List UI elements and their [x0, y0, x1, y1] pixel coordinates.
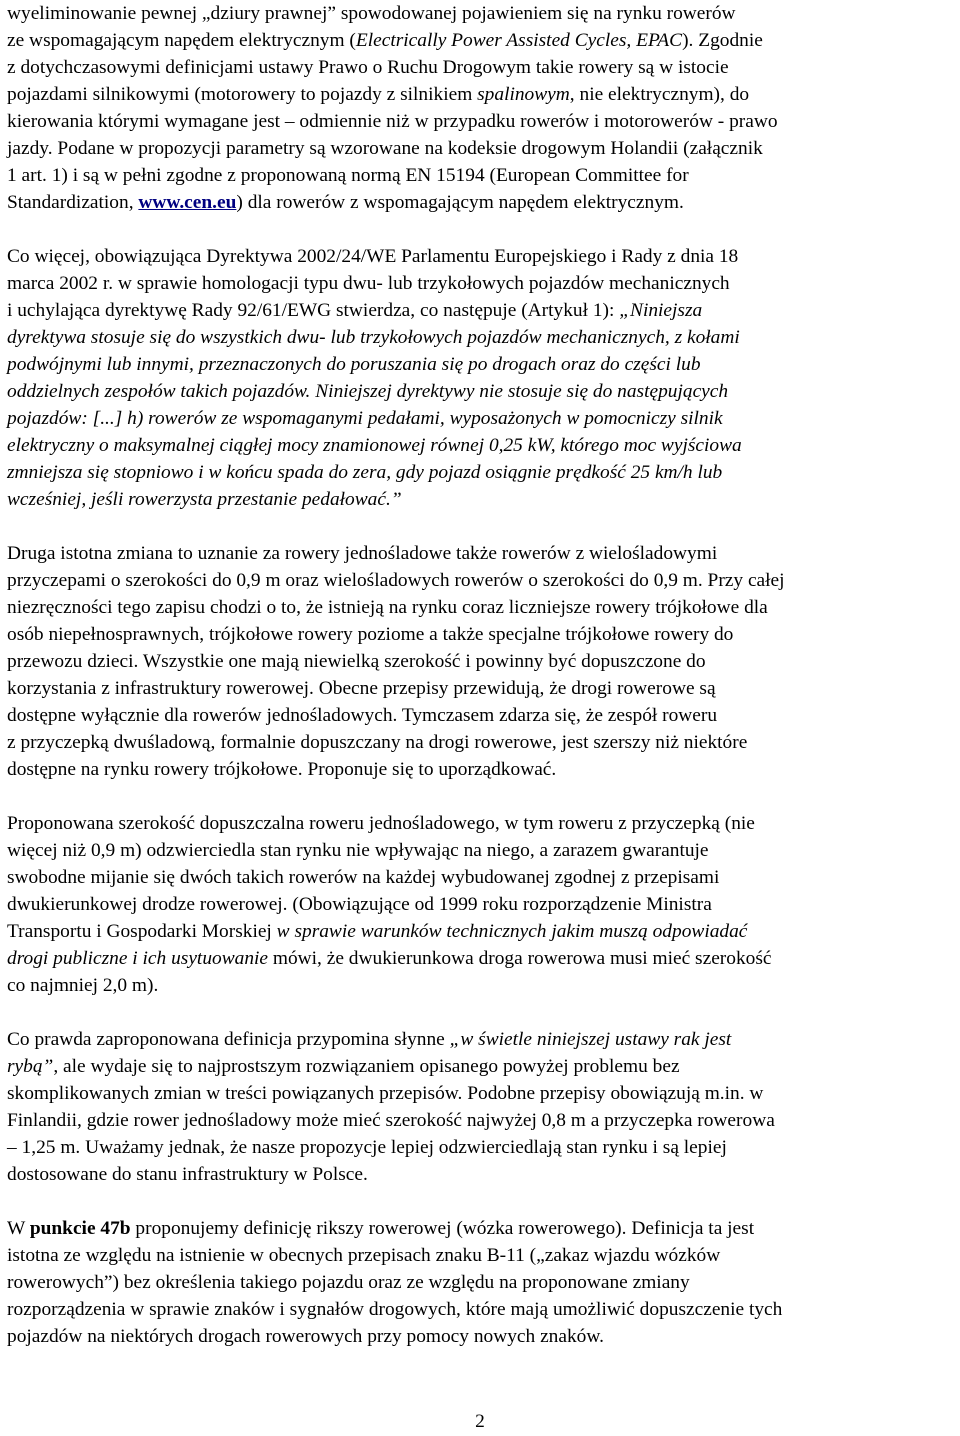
- text-line: [7, 945, 958, 972]
- text-line: [7, 972, 958, 999]
- text-line: [7, 729, 958, 756]
- text-run: korzystania z infrastruktury rowerowej. Obecne przepisy przewidują, że drogi rowerowe są: [7, 678, 716, 699]
- text-run: osób niepełnosprawnych, trójkołowe rowery poziome a także specjalne trójkołowe rowery do: [7, 624, 734, 645]
- italic-text: podwójnymi lub innymi, przeznaczonych do poruszania się po drogach oraz do części lub: [7, 354, 701, 375]
- text-line: [7, 459, 958, 486]
- text-line: [7, 1053, 958, 1080]
- text-run: ). Zgodnie: [682, 30, 763, 51]
- text-line: [7, 135, 958, 162]
- text-run: Druga istotna zmiana to uznanie za rowery jednośladowe także rowerów z wielośladowymi: [7, 543, 718, 564]
- text-run: istotna ze względu na istnienie w obecnych przepisach znaku B-11 („zakaz wjazdu wózków: [7, 1245, 721, 1266]
- text-line: [7, 324, 958, 351]
- paragraph: [7, 540, 958, 783]
- text-run: rowerowych”) bez określenia takiego pojazdu oraz ze względu na proponowane zmiany: [7, 1272, 690, 1293]
- text-line: [7, 162, 958, 189]
- italic-text: dyrektywa stosuje się do wszystkich dwu- lub trzykołowych pojazdów mechanicznych, z kołami: [7, 327, 740, 348]
- text-line: [7, 864, 958, 891]
- text-line: [7, 54, 958, 81]
- text-line: [7, 837, 958, 864]
- text-line: [7, 243, 958, 270]
- text-line: [7, 486, 958, 513]
- text-line: [7, 810, 958, 837]
- text-line: [7, 1107, 958, 1134]
- text-run: więcej niż 0,9 m) odzwierciedla stan rynku nie wpływając na niego, a zarazem gwarantuje: [7, 840, 709, 861]
- text-line: [7, 918, 958, 945]
- italic-text: wcześniej, jeśli rowerzysta przestanie pedałować.”: [7, 489, 402, 510]
- text-line: [7, 891, 958, 918]
- text-run: skomplikowanych zmian w treści powiązanych przepisów. Podobne przepisy obowiązują m.in. w: [7, 1083, 764, 1104]
- text-run: z przyczepką dwuśladową, formalnie dopuszczany na drogi rowerowe, jest szerszy niż niektóre: [7, 732, 748, 753]
- italic-text: elektryczny o maksymalnej ciągłej mocy znamionowej równej 0,25 kW, którego moc wyjściowa: [7, 435, 742, 456]
- text-run: – 1,25 m. Uważamy jednak, że nasze propozycje lepiej odzwierciedlają stan rynku i są lepiej: [7, 1137, 727, 1158]
- text-line: [7, 1080, 958, 1107]
- page-number: 2: [475, 1411, 485, 1432]
- text-run: ) dla rowerów z wspomagającym napędem elektrycznym.: [236, 192, 684, 213]
- text-line: [7, 189, 958, 216]
- text-line: [7, 1296, 958, 1323]
- text-line: [7, 675, 958, 702]
- text-line: [7, 270, 958, 297]
- text-run: niezręczności tego zapisu chodzi o to, że istnieją na rynku coraz liczniejsze rowery trójkołowe dla: [7, 597, 768, 618]
- text-run: dostępne na rynku rowery trójkołowe. Proponuje się to uporządkować.: [7, 759, 557, 780]
- text-run: z dotychczasowymi definicjami ustawy Prawo o Ruchu Drogowym takie rowery są w istocie: [7, 57, 729, 78]
- text-run: Finlandii, gdzie rower jednośladowy może mieć szerokość najwyżej 0,8 m a przyczepka rowerowa: [7, 1110, 775, 1131]
- text-run: pojazdami silnikowymi (motorowery to pojazdy z silnikiem: [7, 84, 478, 105]
- text-line: [7, 1161, 958, 1188]
- text-run: pojazdów na niektórych drogach rowerowych przy pomocy nowych znaków.: [7, 1326, 604, 1347]
- text-line: [7, 405, 958, 432]
- text-line: [7, 378, 958, 405]
- text-run: proponujemy definicję rikszy rowerowej (wózka rowerowego). Definicja ta jest: [130, 1218, 755, 1239]
- text-run: , nie elektrycznym), do: [569, 84, 750, 105]
- text-line: [7, 1134, 958, 1161]
- text-line: [7, 756, 958, 783]
- bold-text: punkcie 47b: [29, 1218, 131, 1239]
- italic-text: rybą”: [7, 1056, 54, 1077]
- paragraph: [7, 1215, 958, 1350]
- text-run: przewozu dzieci. Wszystkie one mają niewielką szerokość i powinny być dopuszczone do: [7, 651, 706, 672]
- italic-text: spalinowym: [477, 84, 570, 105]
- text-line: [7, 432, 958, 459]
- italic-text: „w świetle niniejszej ustawy rak jest: [449, 1029, 732, 1050]
- text-run: , ale wydaje się to najprostszym rozwiązaniem opisanego powyżej problemu bez: [53, 1056, 680, 1077]
- italic-text: oddzielnych zespołów takich pojazdów. Niniejszej dyrektywy nie stosuje się do następujących: [7, 381, 729, 402]
- text-run: Standardization,: [7, 192, 139, 213]
- text-run: Transportu i Gospodarki Morskiej: [7, 921, 277, 942]
- text-run: jazdy. Podane w propozycji parametry są wzorowane na kodeksie drogowym Holandii (załącznik: [7, 138, 763, 159]
- text-line: [7, 0, 958, 27]
- text-line: [7, 1242, 958, 1269]
- text-line: [7, 621, 958, 648]
- text-line: [7, 297, 958, 324]
- text-run: mówi, że dwukierunkowa droga rowerowa musi mieć szerokość: [268, 948, 772, 969]
- text-run: wyeliminowanie pewnej „dziury prawnej” spowodowanej pojawieniem się na rynku rowerów: [7, 3, 736, 24]
- text-line: [7, 81, 958, 108]
- paragraph: [7, 0, 958, 216]
- text-run: 1 art. 1) i są w pełni zgodne z proponowaną normą EN 15194 (European Committee for: [7, 165, 689, 186]
- text-run: i uchylająca dyrektywę Rady 92/61/EWG stwierdza, co następuje (Artykuł 1):: [7, 300, 620, 321]
- italic-text: pojazdów: [...] h) rowerów ze wspomaganymi pedałami, wyposażonych w pomocniczy silnik: [7, 408, 723, 429]
- text-run: kierowania którymi wymagane jest – odmiennie niż w przypadku rowerów i motorowerów - prawo: [7, 111, 778, 132]
- website-link[interactable]: www.cen.eu: [138, 192, 237, 213]
- text-line: [7, 351, 958, 378]
- text-run: Proponowana szerokość dopuszczalna roweru jednośladowego, w tym roweru z przyczepką (nie: [7, 813, 755, 834]
- italic-text: Electrically Power Assisted Cycles, EPAC: [355, 30, 683, 51]
- italic-text: drogi publiczne i ich usytuowanie: [7, 948, 269, 969]
- paragraph: [7, 1026, 958, 1188]
- text-line: [7, 1026, 958, 1053]
- text-run: rozporządzenia w sprawie znaków i sygnałów drogowych, które mają umożliwić dopuszczenie tych: [7, 1299, 783, 1320]
- text-line: [7, 1215, 958, 1242]
- text-line: [7, 27, 958, 54]
- text-line: [7, 594, 958, 621]
- paragraph: [7, 810, 958, 999]
- text-run: Co prawda zaproponowana definicja przypomina słynne: [7, 1029, 450, 1050]
- text-run: W: [7, 1218, 30, 1239]
- document-body: [7, 0, 958, 1377]
- text-run: Co więcej, obowiązująca Dyrektywa 2002/24/WE Parlamentu Europejskiego i Rady z dnia 18: [7, 246, 739, 267]
- text-line: [7, 108, 958, 135]
- text-run: przyczepami o szerokości do 0,9 m oraz wielośladowych rowerów o szerokości do 0,9 m. Przy całej: [7, 570, 785, 591]
- text-run: dostosowane do stanu infrastruktury w Polsce.: [7, 1164, 368, 1185]
- text-line: [7, 540, 958, 567]
- paragraph: [7, 243, 958, 513]
- text-line: [7, 702, 958, 729]
- text-run: swobodne mijanie się dwóch takich rowerów na każdej wybudowanej zgodnej z przepisami: [7, 867, 720, 888]
- text-run: co najmniej 2,0 m).: [7, 975, 159, 996]
- text-line: [7, 1323, 958, 1350]
- text-run: dostępne wyłącznie dla rowerów jednośladowych. Tymczasem zdarza się, że zespół roweru: [7, 705, 718, 726]
- italic-text: w sprawie warunków technicznych jakim muszą odpowiadać: [276, 921, 748, 942]
- text-line: [7, 1269, 958, 1296]
- text-run: ze wspomagającym napędem elektrycznym (: [7, 30, 356, 51]
- italic-text: zmniejsza się stopniowo i w końcu spada do zera, gdy pojazd osiągnie prędkość 25 km/h lub: [7, 462, 723, 483]
- italic-text: „Niniejsza: [619, 300, 703, 321]
- text-run: marca 2002 r. w sprawie homologacji typu dwu- lub trzykołowych pojazdów mechanicznych: [7, 273, 730, 294]
- text-run: dwukierunkowej drodze rowerowej. (Obowiązujące od 1999 roku rozporządzenie Ministra: [7, 894, 712, 915]
- text-line: [7, 567, 958, 594]
- text-line: [7, 648, 958, 675]
